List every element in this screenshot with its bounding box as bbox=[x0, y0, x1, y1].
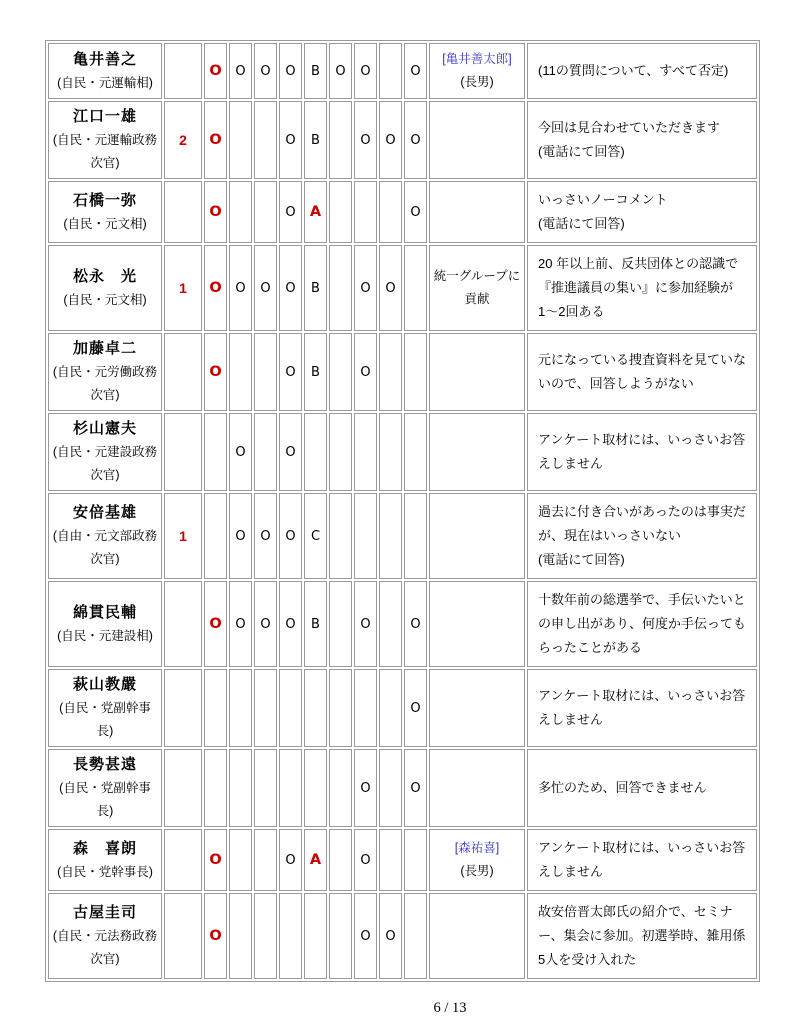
comment-cell: 過去に付き合いがあったのは事実だが、現在はいっさいない (電話にて回答) bbox=[527, 493, 757, 579]
mark-cell bbox=[279, 893, 302, 979]
mark-cell: O bbox=[354, 101, 377, 179]
relation-cell bbox=[429, 581, 525, 667]
mark-cell: A bbox=[304, 181, 327, 243]
politician-affiliation: (自民・元文相) bbox=[63, 292, 147, 307]
mark-cell bbox=[329, 829, 352, 891]
politician-name-cell bbox=[48, 245, 162, 331]
mark-cell bbox=[379, 749, 402, 827]
mark-cell: O bbox=[354, 893, 377, 979]
mark-cell: O bbox=[404, 669, 427, 747]
mark-cell: O bbox=[354, 749, 377, 827]
mark-cell: O bbox=[229, 581, 252, 667]
mark-cell bbox=[254, 669, 277, 747]
mark-cell: O bbox=[254, 493, 277, 579]
politician-name: 亀井善之 bbox=[72, 50, 137, 68]
mark-cell: O bbox=[204, 43, 227, 99]
politician-name: 石橋一弥 bbox=[72, 191, 137, 209]
mark-cell bbox=[329, 413, 352, 491]
politician-name: 長勢甚遠 bbox=[72, 756, 137, 773]
mark-cell: O bbox=[404, 181, 427, 243]
mark-cell: O bbox=[354, 581, 377, 667]
mark-cell bbox=[404, 829, 427, 891]
relative-note: (長男) bbox=[460, 864, 494, 878]
count-cell bbox=[164, 43, 202, 99]
mark-cell bbox=[254, 829, 277, 891]
mark-cell: O bbox=[354, 245, 377, 331]
mark-cell: O bbox=[279, 413, 302, 491]
mark-cell bbox=[379, 493, 402, 579]
mark-cell: O bbox=[379, 245, 402, 331]
politician-affiliation: (自民・元建設相) bbox=[57, 628, 153, 643]
mark-cell bbox=[329, 669, 352, 747]
mark-cell: B bbox=[304, 43, 327, 99]
politician-name-cell bbox=[48, 829, 162, 891]
count-cell bbox=[164, 829, 202, 891]
mark-cell bbox=[329, 749, 352, 827]
relation-cell bbox=[429, 181, 525, 243]
comment-cell: (11の質問について、すべて否定) bbox=[527, 43, 757, 99]
mark-cell bbox=[229, 669, 252, 747]
politician-name: 萩山教嚴 bbox=[72, 676, 137, 693]
comment-cell: 20 年以上前、反共団体との認識で『推進議員の集い』に参加経験が1〜2回ある bbox=[527, 245, 757, 331]
politician-affiliation: (自由・元文部政務次官) bbox=[52, 529, 158, 566]
mark-cell: O bbox=[229, 493, 252, 579]
table-row bbox=[48, 493, 757, 579]
mark-cell: O bbox=[279, 181, 302, 243]
politician-name-cell bbox=[48, 181, 162, 243]
mark-cell bbox=[229, 101, 252, 179]
mark-cell bbox=[304, 893, 327, 979]
mark-cell bbox=[254, 413, 277, 491]
mark-cell bbox=[404, 245, 427, 331]
count-cell bbox=[164, 669, 202, 747]
mark-cell bbox=[204, 413, 227, 491]
page-number: 6 / 13 bbox=[433, 1000, 467, 1016]
mark-cell: O bbox=[254, 245, 277, 331]
politician-name-cell bbox=[48, 43, 162, 99]
count-cell: 2 bbox=[164, 101, 202, 179]
politician-name-cell bbox=[48, 333, 162, 411]
mark-cell: O bbox=[204, 829, 227, 891]
politician-name: 綿貫民輔 bbox=[72, 603, 137, 621]
mark-cell bbox=[229, 181, 252, 243]
mark-cell bbox=[229, 893, 252, 979]
mark-cell bbox=[254, 893, 277, 979]
mark-cell: O bbox=[354, 333, 377, 411]
mark-cell bbox=[254, 101, 277, 179]
mark-cell bbox=[379, 669, 402, 747]
mark-cell bbox=[404, 413, 427, 491]
comment-cell: いっさいノーコメント (電話にて回答) bbox=[527, 181, 757, 243]
mark-cell bbox=[229, 749, 252, 827]
politician-name: 杉山憲夫 bbox=[72, 420, 137, 437]
table-row bbox=[48, 245, 757, 331]
mark-cell bbox=[404, 333, 427, 411]
politician-name: 古屋圭司 bbox=[72, 904, 137, 921]
relation-cell bbox=[429, 245, 525, 331]
count-cell bbox=[164, 333, 202, 411]
mark-cell: O bbox=[229, 413, 252, 491]
mark-cell: O bbox=[204, 245, 227, 331]
mark-cell bbox=[304, 749, 327, 827]
table-row bbox=[48, 413, 757, 491]
mark-cell: O bbox=[379, 893, 402, 979]
mark-cell bbox=[204, 493, 227, 579]
mark-cell bbox=[204, 749, 227, 827]
politician-affiliation: (自民・党幹事長) bbox=[57, 864, 153, 879]
politician-name-cell bbox=[48, 893, 162, 979]
table-row bbox=[48, 43, 757, 99]
comment-cell: アンケート取材には、いっさいお答えしません bbox=[527, 413, 757, 491]
mark-cell bbox=[379, 333, 402, 411]
mark-cell: O bbox=[204, 581, 227, 667]
mark-cell: O bbox=[229, 43, 252, 99]
mark-cell: O bbox=[404, 749, 427, 827]
politician-affiliation: (自民・党副幹事長) bbox=[59, 701, 151, 738]
count-cell: 1 bbox=[164, 493, 202, 579]
survey-table bbox=[45, 40, 760, 982]
politician-name: 加藤卓二 bbox=[72, 340, 137, 357]
mark-cell: O bbox=[404, 101, 427, 179]
politician-name: 江口一雄 bbox=[72, 108, 137, 125]
count-cell bbox=[164, 581, 202, 667]
mark-cell: O bbox=[404, 43, 427, 99]
mark-cell: O bbox=[279, 581, 302, 667]
mark-cell: O bbox=[279, 333, 302, 411]
politician-affiliation: (自民・元運輸政務次官) bbox=[52, 133, 158, 170]
count-cell bbox=[164, 893, 202, 979]
mark-cell bbox=[329, 581, 352, 667]
politician-affiliation: (自民・元運輸相) bbox=[57, 75, 153, 90]
mark-cell: O bbox=[404, 581, 427, 667]
table-row bbox=[48, 181, 757, 243]
politician-name: 松永 光 bbox=[72, 267, 137, 285]
mark-cell bbox=[204, 669, 227, 747]
mark-cell bbox=[279, 749, 302, 827]
mark-cell: A bbox=[304, 829, 327, 891]
mark-cell bbox=[354, 493, 377, 579]
politician-name-cell bbox=[48, 581, 162, 667]
comment-cell: 元になっている捜査資料を見ていないので、回答しようがない bbox=[527, 333, 757, 411]
politician-affiliation: (自民・元文相) bbox=[63, 216, 147, 231]
mark-cell bbox=[304, 413, 327, 491]
table-body bbox=[48, 43, 757, 979]
comment-cell: 故安倍晋太郎氏の紹介で、セミナー、集会に参加。初選挙時、雑用係5人を受け入れた bbox=[527, 893, 757, 979]
table-row bbox=[48, 333, 757, 411]
politician-name: 安倍基雄 bbox=[72, 504, 137, 521]
mark-cell bbox=[354, 413, 377, 491]
table-row bbox=[48, 749, 757, 827]
relation-cell bbox=[429, 493, 525, 579]
count-cell bbox=[164, 181, 202, 243]
mark-cell: O bbox=[229, 245, 252, 331]
mark-cell bbox=[329, 181, 352, 243]
comment-cell: アンケート取材には、いっさいお答えしません bbox=[527, 829, 757, 891]
mark-cell: B bbox=[304, 245, 327, 331]
mark-cell bbox=[329, 101, 352, 179]
comment-cell: 十数年前の総選挙で、手伝いたいとの申し出があり、何度か手伝ってもらったことがある bbox=[527, 581, 757, 667]
politician-name-cell bbox=[48, 669, 162, 747]
mark-cell bbox=[304, 669, 327, 747]
mark-cell: O bbox=[279, 101, 302, 179]
mark-cell: O bbox=[279, 43, 302, 99]
relation-cell bbox=[429, 101, 525, 179]
mark-cell bbox=[354, 181, 377, 243]
count-cell: 1 bbox=[164, 245, 202, 331]
politician-name-cell bbox=[48, 749, 162, 827]
mark-cell bbox=[329, 333, 352, 411]
mark-cell: O bbox=[354, 43, 377, 99]
mark-cell bbox=[379, 413, 402, 491]
relative-note: (長男) bbox=[460, 75, 494, 89]
mark-cell bbox=[254, 181, 277, 243]
relation-cell bbox=[429, 43, 525, 99]
mark-cell bbox=[329, 893, 352, 979]
table-row bbox=[48, 829, 757, 891]
count-cell bbox=[164, 413, 202, 491]
relation-cell bbox=[429, 669, 525, 747]
mark-cell: O bbox=[379, 101, 402, 179]
mark-cell: O bbox=[204, 333, 227, 411]
mark-cell bbox=[254, 749, 277, 827]
table-row bbox=[48, 669, 757, 747]
mark-cell bbox=[354, 669, 377, 747]
mark-cell bbox=[279, 669, 302, 747]
relation-cell bbox=[429, 829, 525, 891]
politician-affiliation: (自民・元労働政務次官) bbox=[52, 365, 158, 402]
politician-name-cell bbox=[48, 101, 162, 179]
mark-cell bbox=[229, 333, 252, 411]
table-row bbox=[48, 581, 757, 667]
mark-cell bbox=[379, 181, 402, 243]
mark-cell: O bbox=[204, 101, 227, 179]
mark-cell: O bbox=[279, 829, 302, 891]
mark-cell bbox=[379, 43, 402, 99]
politician-affiliation: (自民・元建設政務次官) bbox=[52, 445, 158, 482]
count-cell bbox=[164, 749, 202, 827]
mark-cell: C bbox=[304, 493, 327, 579]
mark-cell bbox=[404, 493, 427, 579]
table-row bbox=[48, 893, 757, 979]
relation-cell bbox=[429, 413, 525, 491]
comment-cell: 多忙のため、回答できません bbox=[527, 749, 757, 827]
mark-cell: O bbox=[204, 893, 227, 979]
mark-cell bbox=[379, 581, 402, 667]
mark-cell bbox=[229, 829, 252, 891]
mark-cell: B bbox=[304, 101, 327, 179]
relation-cell bbox=[429, 893, 525, 979]
relative-link[interactable]: [森祐喜] bbox=[454, 841, 500, 855]
comment-cell: アンケート取材には、いっさいお答えしません bbox=[527, 669, 757, 747]
relative-link[interactable]: [亀井善太郎] bbox=[442, 52, 512, 66]
relation-text: 統一グループに貢献 bbox=[433, 269, 521, 306]
relation-cell bbox=[429, 749, 525, 827]
mark-cell bbox=[329, 493, 352, 579]
relation-cell bbox=[429, 333, 525, 411]
mark-cell: O bbox=[254, 43, 277, 99]
mark-cell bbox=[379, 829, 402, 891]
mark-cell: O bbox=[254, 581, 277, 667]
politician-affiliation: (自民・党副幹事長) bbox=[59, 781, 151, 818]
mark-cell: B bbox=[304, 333, 327, 411]
mark-cell: O bbox=[279, 493, 302, 579]
mark-cell: O bbox=[204, 181, 227, 243]
mark-cell: O bbox=[354, 829, 377, 891]
mark-cell: O bbox=[279, 245, 302, 331]
mark-cell: B bbox=[304, 581, 327, 667]
politician-name-cell bbox=[48, 493, 162, 579]
comment-cell: 今回は見合わせていただきます (電話にて回答) bbox=[527, 101, 757, 179]
mark-cell bbox=[329, 245, 352, 331]
politician-name: 森 喜朗 bbox=[72, 839, 137, 857]
mark-cell: O bbox=[329, 43, 352, 99]
mark-cell bbox=[404, 893, 427, 979]
politician-affiliation: (自民・元法務政務次官) bbox=[52, 929, 158, 966]
politician-name-cell bbox=[48, 413, 162, 491]
mark-cell bbox=[254, 333, 277, 411]
table-row bbox=[48, 101, 757, 179]
